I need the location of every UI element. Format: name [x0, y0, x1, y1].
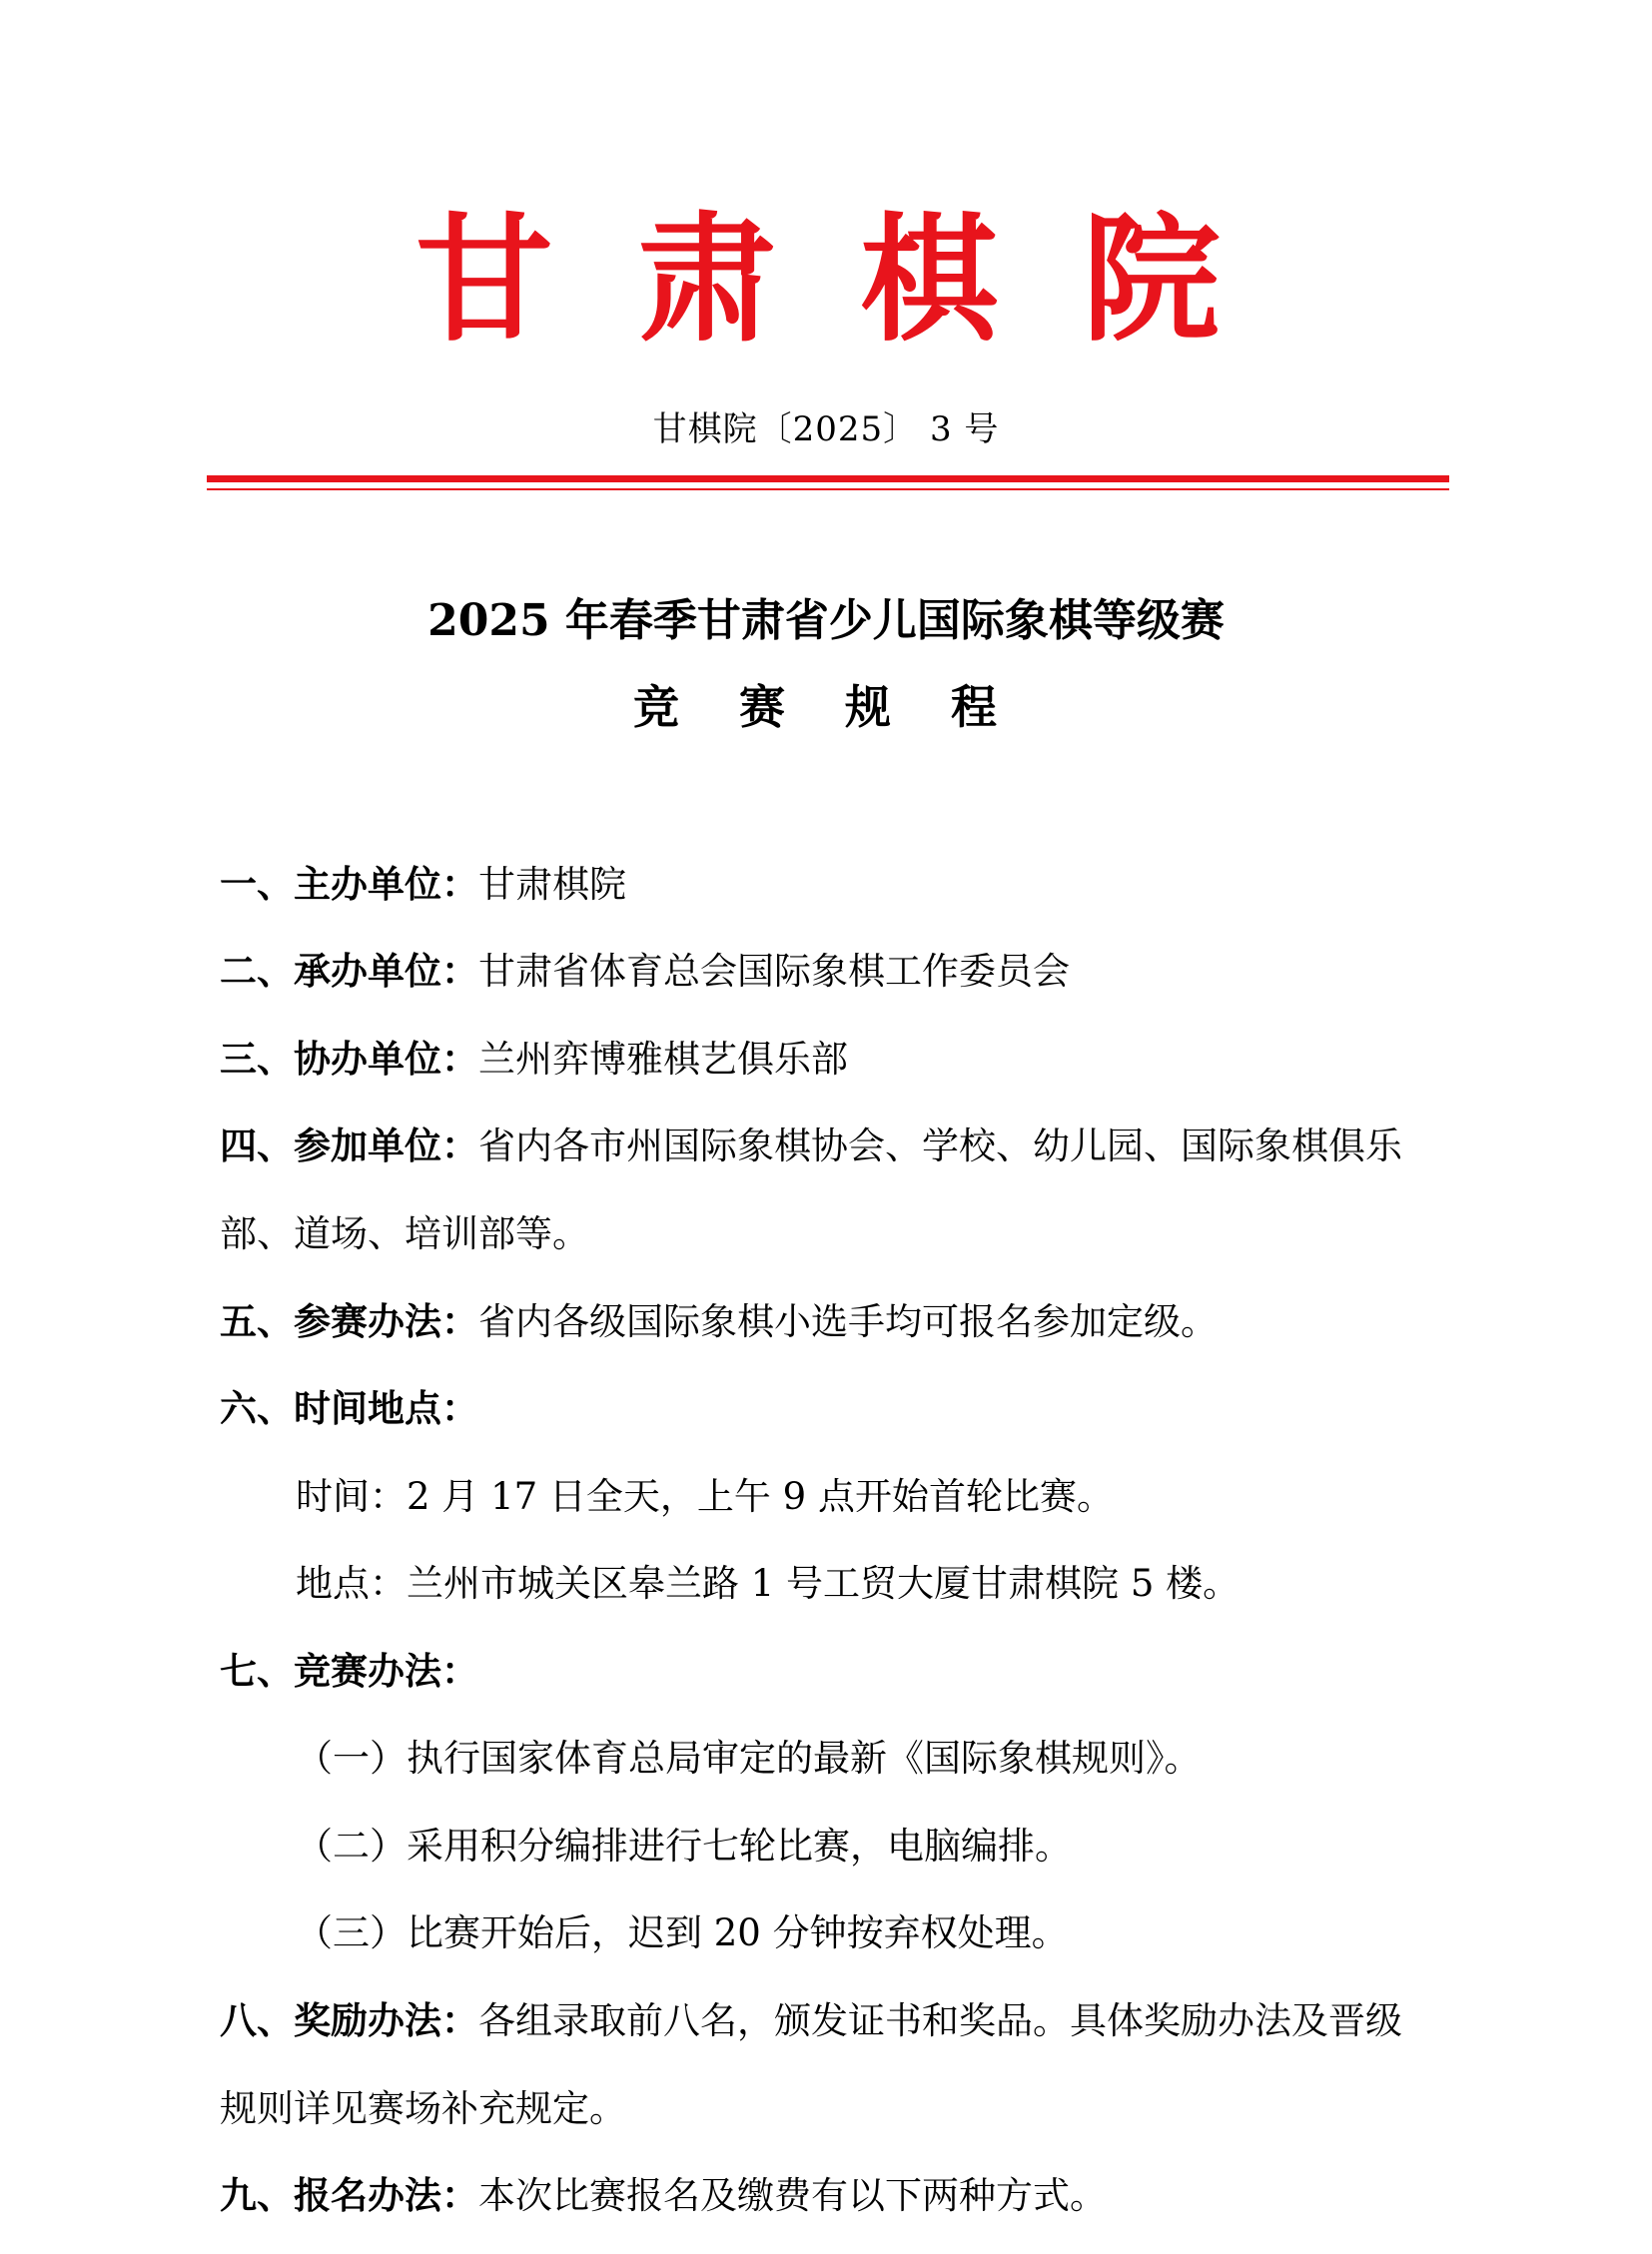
section-text: 甘肃省体育总会国际象棋工作委员会: [478, 950, 1070, 993]
organization-title: [0, 195, 1652, 365]
method-item-2: （二）采用积分编排进行七轮比赛，电脑编排。: [296, 1825, 1072, 1868]
org-title-char-1: 甘: [414, 198, 570, 361]
header-divider-thin: [207, 488, 1449, 490]
section-text: 兰州弈博雅棋艺俱乐部: [478, 1038, 848, 1081]
method-item-1: （一）执行国家体育总局审定的最新《国际象棋规则》。: [296, 1737, 1202, 1780]
section-label: 七、竞赛办法：: [220, 1650, 478, 1693]
section-time-place: [220, 1379, 1448, 1439]
section-text: 省内各级国际象棋小选手均可报名参加定级。: [478, 1300, 1218, 1343]
section-competition-method: [220, 1642, 1448, 1702]
section-participants-continued: 部、道场、培训部等。: [220, 1212, 589, 1255]
section-entry-method: [220, 1292, 1448, 1352]
place-line: 地点：兰州市城关区皋兰路 1 号工贸大厦甘肃棋院 5 楼。: [296, 1562, 1240, 1605]
document-title: 2025 年春季甘肃省少儿国际象棋等级赛: [427, 595, 1225, 646]
section-label: 四、参加单位：: [220, 1125, 478, 1167]
section-organizer: [220, 855, 1448, 915]
section-label: 二、承办单位：: [220, 950, 478, 993]
section-label: 六、时间地点：: [220, 1387, 478, 1430]
document-number: 甘棋院〔2025〕 3 号: [652, 409, 1000, 449]
org-title-char-4: 院: [1082, 198, 1238, 361]
section-label: 五、参赛办法：: [220, 1300, 478, 1343]
org-title-char-3: 棋: [860, 198, 1015, 361]
org-title-char-2: 肃: [637, 198, 792, 361]
section-label: 三、协办单位：: [220, 1038, 478, 1081]
section-text: 甘肃棋院: [478, 863, 626, 906]
section-text: 本次比赛报名及缴费有以下两种方式。: [478, 2174, 1107, 2217]
section-text: 各组录取前八名，颁发证书和奖品。具体奖励办法及晋级: [478, 1999, 1402, 2042]
section-label: 八、奖励办法：: [220, 1999, 478, 2042]
method-item-3: （三）比赛开始后，迟到 20 分钟按弃权处理。: [296, 1911, 1069, 1954]
section-text: 省内各市州国际象棋协会、学校、幼儿园、国际象棋俱乐: [478, 1125, 1402, 1167]
section-awards-continued: 规则详见赛场补充规定。: [220, 2087, 626, 2130]
section-participants: [220, 1117, 1448, 1176]
section-label: 九、报名办法：: [220, 2174, 478, 2217]
section-registration: [220, 2166, 1448, 2226]
header-divider-thick: [207, 475, 1449, 482]
time-line: 时间：2 月 17 日全天，上午 9 点开始首轮比赛。: [296, 1475, 1114, 1518]
section-host: [220, 942, 1448, 1002]
section-awards: [220, 1991, 1448, 2051]
document-subtitle: 竞 赛 规 程: [632, 680, 1020, 734]
section-co-organizer: [220, 1030, 1448, 1090]
section-label: 一、主办单位：: [220, 863, 478, 906]
